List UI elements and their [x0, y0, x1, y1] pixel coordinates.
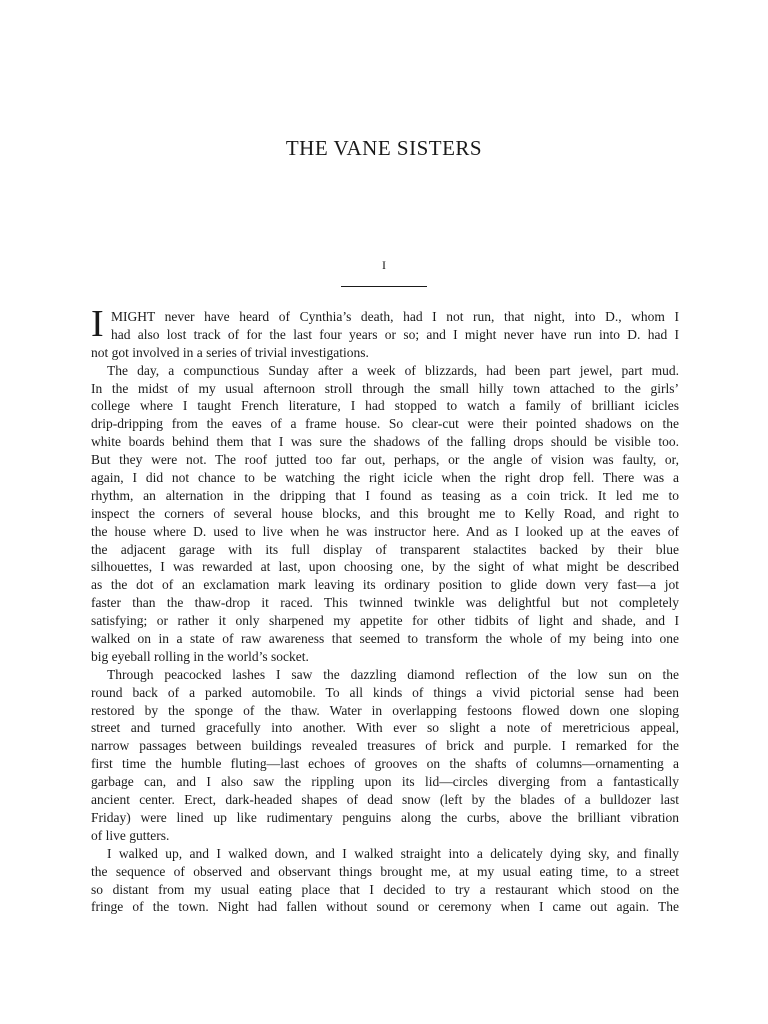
text-line: white boards behind them that I was sure the shadows of the falling drops should be visible too. [91, 434, 679, 450]
text-line: rhythm, an alternation in the dripping that I found as teasing as a coin trick. It led me to [91, 487, 679, 503]
page-title: THE VANE SISTERS [285, 136, 483, 161]
text-line: narrow passages between buildings revealed treasures of brick and purple. I remarked for the [91, 738, 679, 754]
section-divider [341, 286, 427, 287]
text-line: faster than the thaw-drop it raced. This twinned twinkle was delightful but not completely [91, 595, 679, 611]
body-text [91, 308, 679, 916]
text-line: college where I taught French literature, I had stopped to watch a family of brilliant icicles [91, 398, 679, 414]
text-line: had also lost track of for the last four years or so; and I might never have run into D. had I [111, 326, 679, 342]
text-line: But they were not. The roof jutted too far out, perhaps, or the angle of vision was faulty, or, [91, 452, 679, 468]
text-line: silhouettes, I was rewarded at last, upon choosing one, by the sight of what might be described [91, 559, 679, 575]
text-line: MIGHT never have heard of Cynthia’s death, had I not run, that night, into D., whom I [111, 309, 679, 324]
text-line: fringe of the town. Night had fallen without sound or ceremony when I came out again. The [91, 899, 679, 915]
text-line: ancient center. Erect, dark-headed shapes of dead snow (left by the blades of a bulldozer last [91, 792, 679, 808]
text-line: the sequence of observed and observant things brought me, at my usual eating time, to a street [91, 863, 679, 879]
text-line: round back of a parked automobile. To all kinds of things a vivid pictorial sense had been [91, 684, 679, 700]
text-line: In the midst of my usual afternoon stroll through the small hilly town attached to the girls’ [91, 380, 679, 396]
section-number: I [382, 258, 386, 272]
text-line: as the dot of an exclamation mark leaving its ordinary position to glide down very fast—a jot [91, 577, 679, 593]
text-line: inspect the corners of several house blocks, and this brought me to Kelly Road, and right to [91, 505, 679, 521]
text-line: drip-dripping from the eaves of a frame house. So clear-cut were their pointed shadows on the [91, 416, 679, 432]
text-line: walked on in a state of raw awareness that seemed to transform the whole of my being into one [91, 631, 679, 647]
text-line: first time the humble fluting—last echoes of grooves on the shafts of columns—ornamenting a [91, 756, 679, 772]
text-line: the adjacent garage with its full display of transparent stalactites backed by their blue [91, 541, 679, 557]
text-line: again, I did not chance to be watching the right icicle when the right drop fell. There was a [91, 470, 679, 486]
drop-cap: I [91, 303, 104, 345]
text-line: big eyeball rolling in the world’s socket. [91, 648, 309, 664]
text-line: street and turned gracefully into another. With ever so slight a note of meretricious appeal, [91, 720, 679, 736]
text-line: the house where D. used to live when he was instructor here. And as I looked up at the eaves of [91, 523, 679, 539]
text-line: Friday) were lined up like rudimentary penguins along the curbs, above the brilliant vibration [91, 809, 679, 825]
text-line: The day, a compunctious Sunday after a week of blizzards, had been part jewel, part mud. [107, 362, 679, 378]
text-line: of live gutters. [91, 827, 170, 843]
text-line: not got involved in a series of trivial investigations. [91, 344, 369, 360]
text-line: I walked up, and I walked down, and I walked straight into a delicately dying sky, and finally [107, 845, 679, 861]
text-line: Through peacocked lashes I saw the dazzling diamond reflection of the low sun on the [107, 666, 679, 682]
text-line: restored by the sponge of the thaw. Water in overlapping festoons flowed down one sloping [91, 702, 679, 718]
text-line: so distant from my usual eating place that I decided to try a restaurant which stood on the [91, 881, 679, 897]
text-line: garbage can, and I also saw the rippling upon its lid—circles diverging from a fantastically [91, 774, 679, 790]
text-line: satisfying; or rather it only sharpened my appetite for other tidbits of light and shade, and I [91, 613, 679, 629]
